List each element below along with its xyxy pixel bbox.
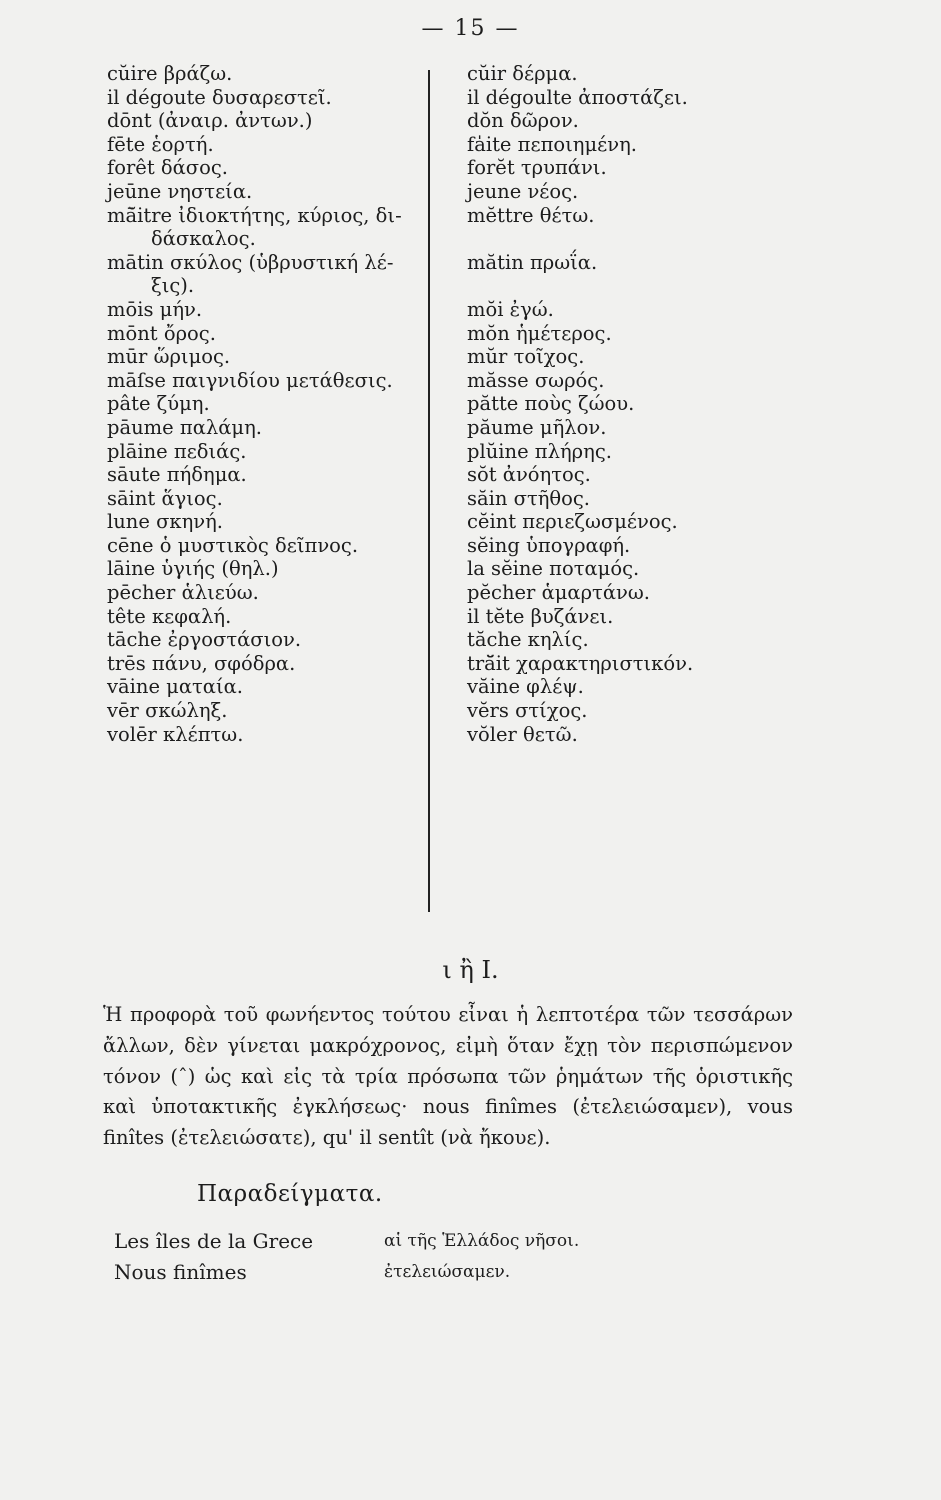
- vocabulary-entry: pēcher ἁλιεύω.: [107, 581, 259, 605]
- blank-line: [467, 274, 787, 298]
- vocabulary-entry: sāute πήδημα.: [107, 463, 247, 487]
- section-heading: ι ἢ I.: [442, 956, 499, 984]
- example-french: Les îles de la Grece: [114, 1229, 314, 1253]
- vocabulary-entry: cĕint περιεζωσμένος.: [467, 510, 678, 534]
- vocabulary-entry: pāume παλάμη.: [107, 415, 262, 439]
- vocabulary-entry: jeūne νηστεία.: [107, 179, 253, 203]
- left-column: [107, 62, 425, 746]
- vocabulary-entry: săin στῆθος.: [467, 486, 591, 510]
- vocabulary-entry: trēs πάνυ, σφόδρα.: [107, 651, 296, 675]
- vocabulary-entry: mĕttre θέτω.: [467, 203, 595, 227]
- blank-line: [467, 227, 787, 251]
- vocabulary-entry: pătte ποὺς ζώου.: [467, 392, 635, 416]
- vocabulary-entry: mā̆itre ἰδιοκτήτης, κύριος, δι-: [107, 203, 402, 227]
- vocabulary-entry: forêt δάσος.: [107, 156, 228, 180]
- examples-heading: Παραδείγματα.: [197, 1181, 383, 1207]
- vocabulary-entry: vŏler θετῶ.: [467, 722, 578, 746]
- vocabulary-entry: jeune νέος.: [467, 179, 579, 203]
- vocabulary-entry: ξις).: [151, 274, 195, 298]
- vocabulary-entry: cŭire βράζω.: [107, 62, 233, 85]
- page-number: — 15 —: [421, 16, 520, 41]
- vocabulary-entry: măsse σωρός.: [467, 368, 605, 392]
- vocabulary-entry: mătin πρωΐα.: [467, 250, 598, 274]
- vocabulary-entry: mōnt ὄρος.: [107, 321, 216, 345]
- vocabulary-entry: plŭine πλήρης.: [467, 439, 612, 463]
- vocabulary-entry: vēr σκώληξ.: [107, 699, 228, 723]
- vocabulary-entry: forĕt τρυπάνι.: [467, 156, 607, 180]
- vocabulary-entry: vĕrs στίχος.: [467, 699, 588, 723]
- vocabulary-entry: fa̍ite πεποιημένη.: [467, 132, 637, 156]
- example-row: [114, 1226, 674, 1257]
- vocabulary-entry: sŏt ἀνόητος.: [467, 463, 591, 487]
- vocabulary-entry: il tĕte βυζάνει.: [467, 604, 614, 628]
- vocabulary-entry: mŏn ἡμέτερος.: [467, 321, 612, 345]
- vocabulary-entry: păume μῆλον.: [467, 415, 607, 439]
- example-french: Nous finîmes: [114, 1260, 247, 1284]
- column-divider: [428, 70, 430, 912]
- vocabulary-entry: tră̆it χαρακτηριστικόν.: [467, 651, 694, 675]
- vocabulary-entry: plāine πεδιάς.: [107, 439, 247, 463]
- vocabulary-entry: sĕing ὑπογραφή.: [467, 533, 631, 557]
- examples-list: [114, 1226, 674, 1288]
- vocabulary-entry: māſse παιγνιδίου μετάθεσις.: [107, 368, 393, 392]
- vocabulary-entry: il dégoute δυσαρεστεῖ.: [107, 85, 332, 109]
- right-column: [467, 62, 787, 746]
- vocabulary-entry: mōis μήν.: [107, 297, 203, 321]
- vocabulary-entry: văine φλέψ.: [467, 675, 584, 699]
- vocabulary-entry: lāine ὑγιής (θηλ.): [107, 557, 279, 581]
- vocabulary-entry: vāine ματαία.: [107, 675, 243, 699]
- vocabulary-entry: dŏn δῶρον.: [467, 109, 579, 133]
- vocabulary-entry: mŏi ἐγώ.: [467, 297, 554, 321]
- vocabulary-entry: δάσκαλος.: [151, 227, 256, 251]
- explanation-paragraph: [103, 1000, 793, 1154]
- vocabulary-entry: volēr κλέπτω.: [107, 722, 244, 746]
- example-row: [114, 1257, 674, 1288]
- example-greek: ἐτελειώσαμεν.: [384, 1262, 511, 1282]
- vocabulary-entry: il dégoulte ἀποστάζει.: [467, 85, 688, 109]
- vocabulary-entry: mūr ὥριμος.: [107, 345, 231, 369]
- vocabulary-entry: dōnt (ἀναιρ. ἀντων.): [107, 109, 313, 133]
- vocabulary-entry: cŭir δέρμα.: [467, 62, 578, 85]
- vocabulary-entry: fēte ἑορτή.: [107, 132, 214, 156]
- vocabulary-entry: la sĕine ποταμός.: [467, 557, 640, 581]
- vocabulary-entry: pĕcher ἁμαρτάνω.: [467, 581, 650, 605]
- vocabulary-entry: cēne ὁ μυστικὸς δεῖπνος.: [107, 533, 359, 557]
- example-greek: αἱ τῆς Ἑλλάδος νῆσοι.: [384, 1231, 580, 1251]
- vocabulary-entry: mŭr τοῖχος.: [467, 345, 585, 369]
- vocabulary-entry: mātin σκύλος (ὑβρυστική λέ-: [107, 250, 394, 274]
- vocabulary-entry: pâte ζύμη.: [107, 392, 210, 416]
- paragraph-text: Ἡ προφορὰ τοῦ φωνήεντος τούτου εἶναι ἡ λεπτοτέρα τῶν τεσσάρων ἄλλων, δὲν γίνεται μακρόχρονος, εἰμὴ ὅταν ἔχῃ τὸν περισπώμενον τόνον (ˆ) ὡς καὶ εἰς τὰ τρία πρόσωπα τῶν ῥημάτων τῆς ὁριστικῆς καὶ ὑποτακτικῆς ἐγκλήσεως· nous finîmes (ἐτελειώσαμεν), vous finîtes (ἐτελειώσατε), qu' il sentît (νὰ ἤκουε).: [103, 1003, 793, 1150]
- vocabulary-entry: tāche ἐργοστάσιον.: [107, 628, 302, 652]
- vocabulary-entry: tăche κηλίς.: [467, 628, 589, 652]
- vocabulary-entry: tête κεφαλή.: [107, 604, 232, 628]
- vocabulary-entry: sāint ἅγιος.: [107, 486, 223, 510]
- vocabulary-entry: lune σκηνή.: [107, 510, 224, 534]
